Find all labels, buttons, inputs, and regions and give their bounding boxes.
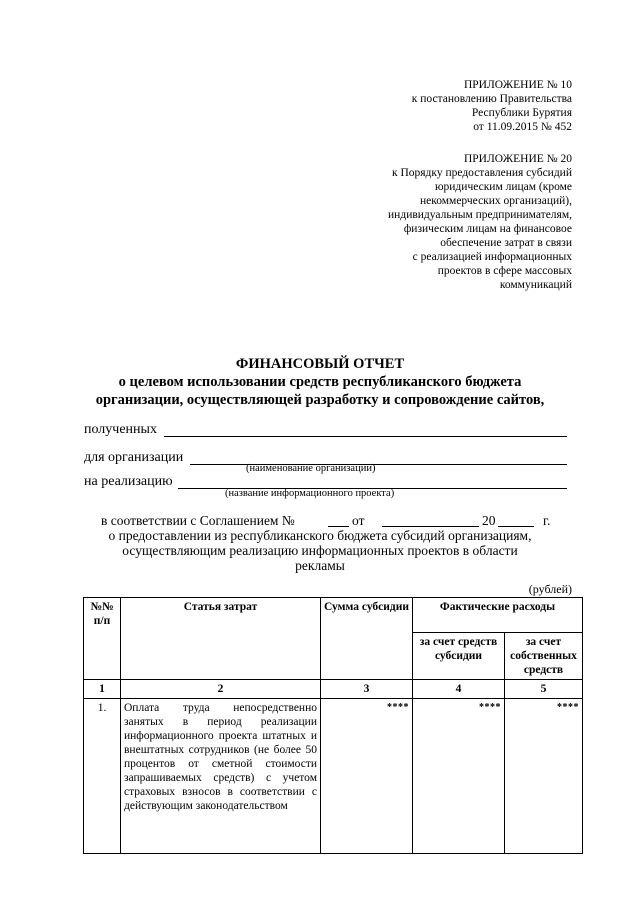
appendix-20-line: коммуникаций	[499, 279, 572, 291]
agreement-line-2: о предоставлении из республиканского бюджета субсидий организациям,	[108, 528, 532, 543]
agreement-year-blank	[498, 526, 534, 527]
for-realization-label: на реализацию	[84, 474, 173, 489]
report-table	[83, 597, 583, 854]
report-title: ФИНАНСОВЫЙ ОТЧЕТ	[235, 356, 405, 372]
appendix-20-line: некоммерческих организаций),	[419, 195, 572, 207]
appendix-10-line: от 11.09.2015 № 452	[473, 121, 572, 133]
row-sum-value: ****	[321, 699, 413, 854]
row-subsidy-value: ****	[413, 699, 505, 854]
col-number: 1	[84, 680, 121, 699]
agreement-line-3: осуществляющим реализацию информационных проектов в области	[122, 543, 518, 558]
agreement-text: в соответствии с Соглашением №	[101, 513, 295, 528]
agreement-number-blank	[328, 526, 349, 527]
project-name-caption: (название информационного проекта)	[225, 488, 395, 499]
col-number: 2	[121, 680, 321, 699]
appendix-20-title: ПРИЛОЖЕНИЕ № 20	[463, 153, 572, 165]
appendix-20-line: обеспечение затрат в связи	[440, 237, 572, 249]
agreement-year-suffix: г.	[543, 513, 551, 528]
col-number: 3	[321, 680, 413, 699]
appendix-20-line: с реализацией информационных	[412, 251, 572, 263]
appendix-20-line: физическим лицам на финансовое	[403, 223, 572, 235]
appendix-20-line: индивидуальным предпринимателям,	[388, 209, 572, 221]
header-actual: Фактические расходы	[413, 598, 583, 633]
header-from-own: за счет собственных средств	[505, 633, 583, 680]
header-num: №№ п/п	[84, 598, 121, 680]
agreement-year-prefix: 20	[482, 513, 496, 528]
report-subtitle-1: о целевом использовании средств республиканского бюджета	[118, 374, 522, 390]
agreement-from-label: от	[352, 513, 365, 528]
header-item: Статья затрат	[121, 598, 321, 680]
table-row	[84, 699, 583, 854]
agreement-line-4: рекламы	[295, 558, 345, 573]
appendix-10-block	[412, 78, 572, 134]
agreement-date-blank	[382, 526, 479, 527]
appendix-20-block	[388, 152, 572, 292]
received-blank	[164, 436, 567, 437]
row-item-text: Оплата труда непосредственно занятых в период реализации информационного проекта штатных и внештатных сотрудников (не более 50 процентов от сметной стоимости запрашиваемых средств) с учетом страховых взносов в соответствии с действующим законодательством	[121, 699, 321, 854]
appendix-20-line: проектов в сфере массовых	[437, 265, 572, 277]
col-number: 4	[413, 680, 505, 699]
appendix-20-line: к Порядку предоставления субсидий	[392, 167, 572, 179]
appendix-20-line: юридическим лицам (кроме	[434, 181, 572, 193]
header-sum: Сумма субсидии	[321, 598, 413, 680]
header-from-subsidy: за счет средств субсидии	[413, 633, 505, 680]
row-number: 1.	[84, 699, 121, 854]
received-label: полученных	[84, 422, 157, 437]
appendix-10-title: ПРИЛОЖЕНИЕ № 10	[463, 79, 572, 91]
col-number: 5	[505, 680, 583, 699]
appendix-10-line: к постановлению Правительства	[411, 93, 572, 105]
row-own-value: ****	[505, 699, 583, 854]
report-subtitle-2: организации, осуществляющей разработку и сопровождение сайтов,	[95, 392, 545, 408]
unit-label: (рублей)	[528, 582, 572, 596]
appendix-10-line: Республики Бурятия	[471, 107, 572, 119]
org-name-caption: (наименование организации)	[246, 463, 376, 474]
for-org-label: для организации	[84, 450, 184, 465]
